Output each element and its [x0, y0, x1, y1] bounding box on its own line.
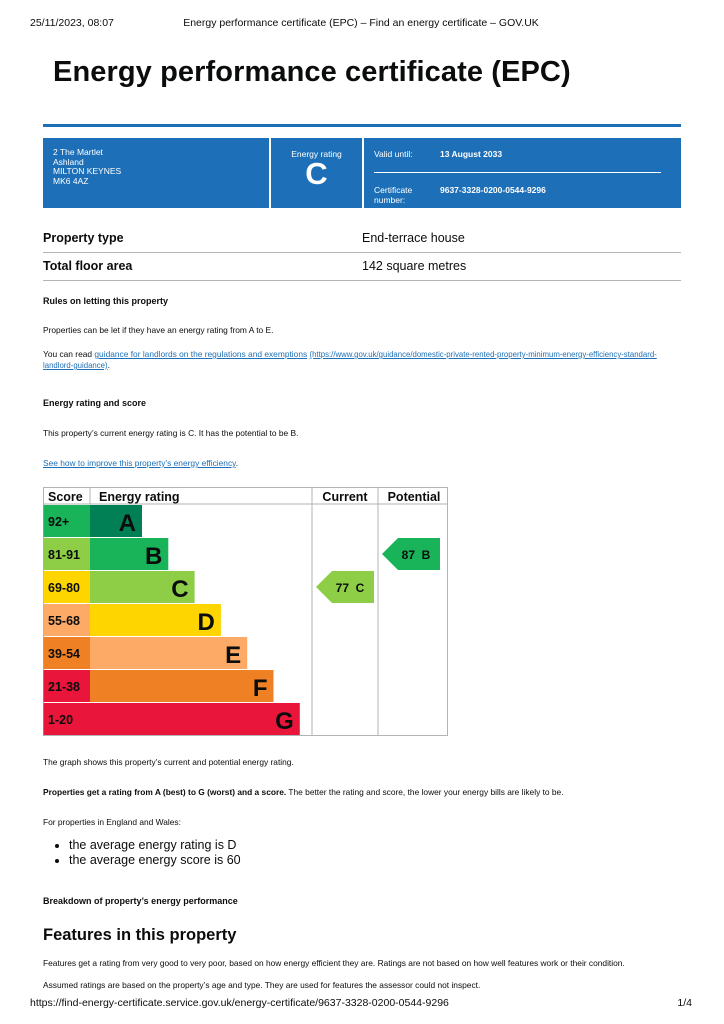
letting-text: Properties can be let if they have an energy rating from A to E. — [43, 325, 274, 335]
print-title: Energy performance certificate (EPC) – Find an energy certificate – GOV.UK — [183, 17, 539, 29]
summary-row-floor-area — [43, 253, 681, 281]
band-letter-g: G — [275, 708, 294, 735]
features-text-1: Features get a rating from very good to very poor, based on how energy efficient they are. Ratings are not based on how well features work or their condition. — [43, 958, 625, 968]
guidance-url-line2[interactable]: landlord-guidance) — [43, 361, 108, 370]
band-range-e: 39-54 — [48, 647, 80, 661]
letting-heading: Rules on letting this property — [43, 296, 169, 306]
ratings-explainer-bold: Properties get a rating from A (best) to G (worst) and a score. — [43, 787, 287, 797]
summary-value: 142 square metres — [362, 259, 467, 273]
band-range-f: 21-38 — [48, 680, 80, 694]
epc-summary-banner — [43, 138, 681, 208]
energy-rating-value: C — [305, 156, 328, 191]
title-rule — [43, 124, 681, 127]
energy-rating-chart — [43, 487, 448, 737]
breakdown-heading: Breakdown of property’s energy performance — [43, 896, 238, 906]
guidance-suffix: . — [107, 360, 110, 370]
band-letter-d: D — [197, 609, 215, 636]
band-range-c: 69-80 — [48, 581, 80, 595]
list-item: • the average energy score is 60 — [69, 853, 241, 868]
rating-heading: Energy rating and score — [43, 398, 147, 408]
summary-key: Property type — [43, 231, 124, 245]
energy-rating-label: Energy rating — [291, 149, 342, 159]
energy-rating-box — [271, 138, 362, 208]
band-letter-c: C — [171, 576, 189, 603]
band-bar-f — [90, 670, 274, 702]
energy-rating-graph — [43, 487, 448, 737]
graph-caption: The graph shows this property’s current and potential energy rating. — [43, 757, 294, 767]
potential-rating-arrow-label: 87 B — [401, 548, 431, 562]
valid-until-label: Valid until: — [374, 149, 413, 159]
improve-suffix: . — [235, 458, 239, 468]
improve-link[interactable]: See how to improve this property’s energy efficiency — [43, 458, 236, 468]
band-range-d: 55-68 — [48, 614, 80, 628]
list-item: • the average energy rating is D — [69, 838, 241, 853]
improve-line — [43, 458, 238, 468]
address-line: MILTON KEYNES — [53, 166, 122, 177]
print-footer — [30, 997, 692, 1011]
guidance-url-line1[interactable]: (https://www.gov.uk/guidance/domestic-private-rented-property-minimum-energy-efficiency-standard- — [309, 350, 657, 359]
header-energy-rating: Energy rating — [99, 490, 180, 504]
summary-value: End-terrace house — [362, 231, 465, 245]
print-header — [30, 17, 692, 31]
certificate-number-label: Certificate number: — [374, 185, 413, 205]
ratings-explainer — [43, 787, 564, 797]
averages-list — [51, 838, 241, 868]
band-range-g: 1-20 — [48, 713, 74, 727]
ratings-explainer-rest: The better the rating and score, the lower your energy bills are likely to be. — [286, 787, 564, 797]
band-letter-f: F — [252, 675, 268, 702]
letting-read-prefix: You can read — [43, 349, 95, 359]
band-bar-g — [90, 703, 300, 735]
guidance-link[interactable]: guidance for landlords on the regulations and exemptions — [94, 349, 308, 359]
page-number: 1/4 — [677, 997, 692, 1009]
band-range-a: 92+ — [48, 515, 70, 529]
valid-until-value: 13 August 2033 — [440, 149, 503, 159]
print-date: 25/11/2023, 08:07 — [30, 17, 114, 29]
band-letter-e: E — [225, 642, 242, 669]
certificate-number-value: 9637-3328-0200-0544-9296 — [440, 185, 546, 195]
features-text-2: Assumed ratings are based on the property’s age and type. They are used for features the assessor could not inspect. — [43, 980, 481, 990]
property-address — [43, 138, 269, 208]
address-line: MK6 4AZ — [53, 175, 89, 186]
header-score: Score — [48, 490, 83, 504]
summary-row-property-type — [43, 225, 681, 253]
band-range-b: 81-91 — [48, 548, 80, 562]
rating-text: This property’s current energy rating is C. It has the potential to be B. — [43, 428, 299, 438]
band-letter-a: A — [118, 510, 136, 537]
current-rating-arrow-label: 77 C — [335, 581, 365, 595]
details-divider — [374, 172, 661, 173]
england-wales-intro: For properties in England and Wales: — [43, 817, 181, 827]
band-letter-b: B — [144, 543, 163, 570]
features-heading: Features in this property — [43, 926, 237, 944]
address-line: 2 The Martlet — [53, 147, 103, 157]
address-line: Ashland — [53, 156, 84, 167]
certificate-details — [364, 138, 681, 208]
header-current: Current — [322, 490, 368, 504]
header-potential: Potential — [387, 490, 441, 504]
print-url: https://find-energy-certificate.service.gov.uk/energy-certificate/9637-3328-0200-0544-9296 — [30, 997, 449, 1009]
letting-guidance — [43, 349, 663, 371]
band-bar-e — [90, 637, 247, 669]
summary-key: Total floor area — [43, 259, 133, 273]
page-title: Energy performance certificate (EPC) — [53, 56, 571, 88]
